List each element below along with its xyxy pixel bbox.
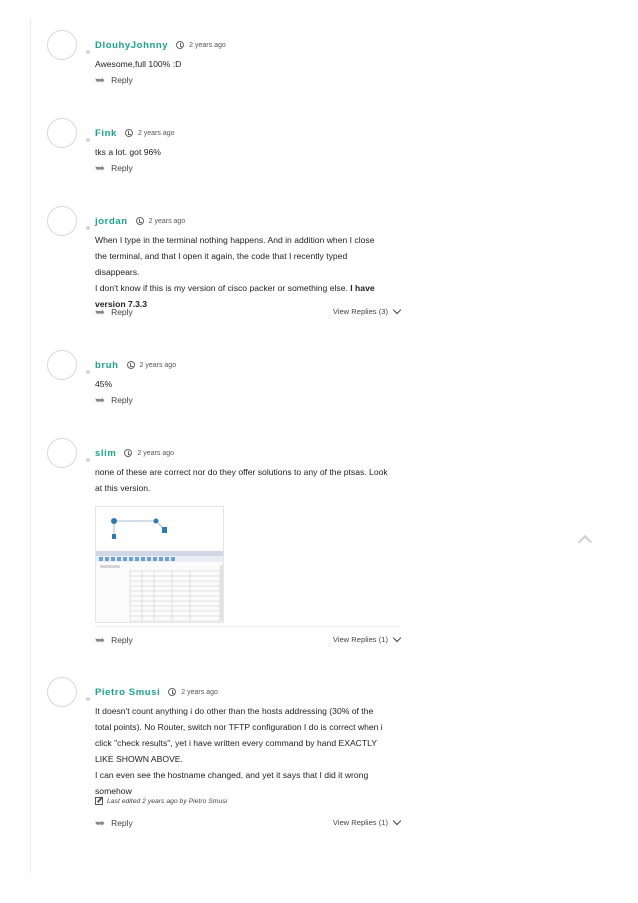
reply-label: Reply: [111, 635, 133, 645]
edited-note: [95, 797, 227, 805]
comment-body: [95, 56, 395, 72]
view-replies-button[interactable]: [333, 818, 400, 827]
edited-text: Last edited 2 years ago by Pietro Smusi: [107, 797, 228, 805]
comment-text: LIKE SHOWN ABOVE.: [95, 754, 183, 764]
reply-button[interactable]: [95, 635, 133, 645]
avatar[interactable]: [47, 438, 77, 468]
avatar-status-dot: [86, 370, 90, 374]
comment-text: none of these are correct nor do they offer solutions to any of the ptsas. Look: [95, 467, 388, 477]
comment-header: [95, 358, 176, 372]
comment-actions: [95, 395, 400, 409]
comment-text: It doesn't count anything i do other than the hosts addressing (30% of the: [95, 706, 374, 716]
view-replies-label: View Replies (1): [332, 635, 388, 644]
clock-icon: [168, 688, 176, 696]
avatar[interactable]: [47, 206, 77, 236]
clock-icon: [127, 361, 135, 369]
comment-author[interactable]: Pietro Smusi: [95, 686, 161, 698]
comment-actions: [95, 307, 400, 321]
reply-button[interactable]: [95, 818, 133, 828]
avatar-status-dot: [86, 458, 90, 462]
comment-text: somehow: [95, 786, 132, 796]
avatar-status-dot: [86, 226, 90, 230]
comment-body: [95, 464, 395, 496]
avatar-status-dot: [86, 697, 90, 701]
comment-author[interactable]: slim: [95, 447, 117, 459]
comment-header: [95, 214, 185, 228]
comment-body: [95, 703, 395, 799]
reply-label: Reply: [111, 75, 133, 85]
comment-time[interactable]: 2 years ago: [148, 217, 186, 225]
view-replies-label: View Replies (1): [332, 818, 388, 827]
reply-label: Reply: [111, 163, 133, 173]
comment-body: [95, 232, 395, 312]
reply-label: Reply: [111, 307, 133, 317]
reply-button[interactable]: [95, 75, 133, 85]
comment-author[interactable]: Fink: [95, 127, 117, 139]
comment-time[interactable]: 2 years ago: [181, 688, 218, 696]
chevron-down-icon: [393, 817, 401, 825]
view-replies-label: View Replies (3): [332, 307, 388, 316]
comment-body: [95, 376, 395, 392]
avatar-status-dot: [86, 50, 90, 54]
avatar[interactable]: [47, 118, 77, 148]
comment-time[interactable]: 2 years ago: [137, 129, 175, 137]
comment-author[interactable]: bruh: [95, 359, 119, 371]
comment-text: [95, 280, 395, 296]
reply-button[interactable]: [95, 307, 133, 317]
comment-header: [95, 126, 175, 140]
clock-icon: [125, 129, 133, 137]
comment-actions: [95, 163, 400, 177]
comment-bold-text: I have: [350, 283, 375, 293]
reply-arrow-icon: ➥: [95, 305, 106, 319]
clock-icon: [136, 217, 144, 225]
comment-actions: [95, 818, 400, 832]
comment-author[interactable]: jordan: [95, 215, 128, 227]
view-replies-button[interactable]: [333, 307, 400, 316]
comment-text: click "check results", yet i have written every command by hand EXACTLY: [95, 738, 378, 748]
comment-text: tks a lot. got 96%: [95, 147, 161, 157]
comment-text: the terminal, and that I open it again, the code that I recently typed: [95, 251, 348, 261]
clock-icon: [176, 41, 184, 49]
comment-text: 45%: [95, 379, 113, 389]
comment-header: [95, 446, 174, 460]
chevron-down-icon: [393, 306, 401, 314]
avatar[interactable]: [47, 350, 77, 380]
comment-time[interactable]: 2 years ago: [189, 41, 226, 49]
avatar[interactable]: [47, 30, 77, 60]
clock-icon: [124, 449, 132, 457]
avatar-status-dot: [86, 138, 90, 142]
divider: [95, 626, 398, 627]
network-topology-screenshot: [96, 507, 224, 623]
comment-time[interactable]: 2 years ago: [139, 361, 177, 369]
view-replies-button[interactable]: [333, 635, 400, 644]
comment-text: total points). No Router, switch nor TFTP configuration I do is correct when i: [95, 722, 383, 732]
reply-button[interactable]: [95, 395, 133, 405]
comment-time[interactable]: 2 years ago: [137, 449, 175, 457]
comment-bold-text: version 7.3.3: [95, 299, 148, 309]
comment-author[interactable]: DlouhyJohnny: [95, 39, 169, 51]
comment-header: [95, 685, 218, 699]
comment-text: When I type in the terminal nothing happens. And in addition when I close: [95, 235, 375, 245]
reply-arrow-icon: ➥: [95, 633, 106, 647]
comment-body: [95, 144, 395, 160]
comment-header: [95, 38, 226, 52]
reply-label: Reply: [111, 818, 133, 828]
reply-arrow-icon: ➥: [95, 161, 106, 175]
reply-label: Reply: [111, 395, 133, 405]
reply-arrow-icon: ➥: [95, 816, 106, 830]
reply-arrow-icon: ➥: [95, 393, 106, 407]
scroll-top-icon[interactable]: [578, 535, 592, 549]
chevron-down-icon: [393, 634, 401, 642]
avatar[interactable]: [47, 677, 77, 707]
comment-text-line: I don't know if this is my version of cisco packer or something else.: [95, 283, 348, 293]
comment-text: I can even see the hostname changed, and yet it says that I did it wrong: [95, 770, 369, 780]
comment-text: Awesome,full 100% :D: [95, 59, 182, 69]
reply-arrow-icon: ➥: [95, 73, 106, 87]
edit-icon: [95, 797, 103, 805]
comment-text: at this version.: [95, 483, 151, 493]
attached-screenshot[interactable]: [95, 506, 224, 623]
comment-text: disappears.: [95, 267, 140, 277]
reply-button[interactable]: [95, 163, 133, 173]
comment-actions: [95, 75, 400, 89]
comment-actions: [95, 635, 400, 649]
thread-line: [30, 18, 31, 873]
